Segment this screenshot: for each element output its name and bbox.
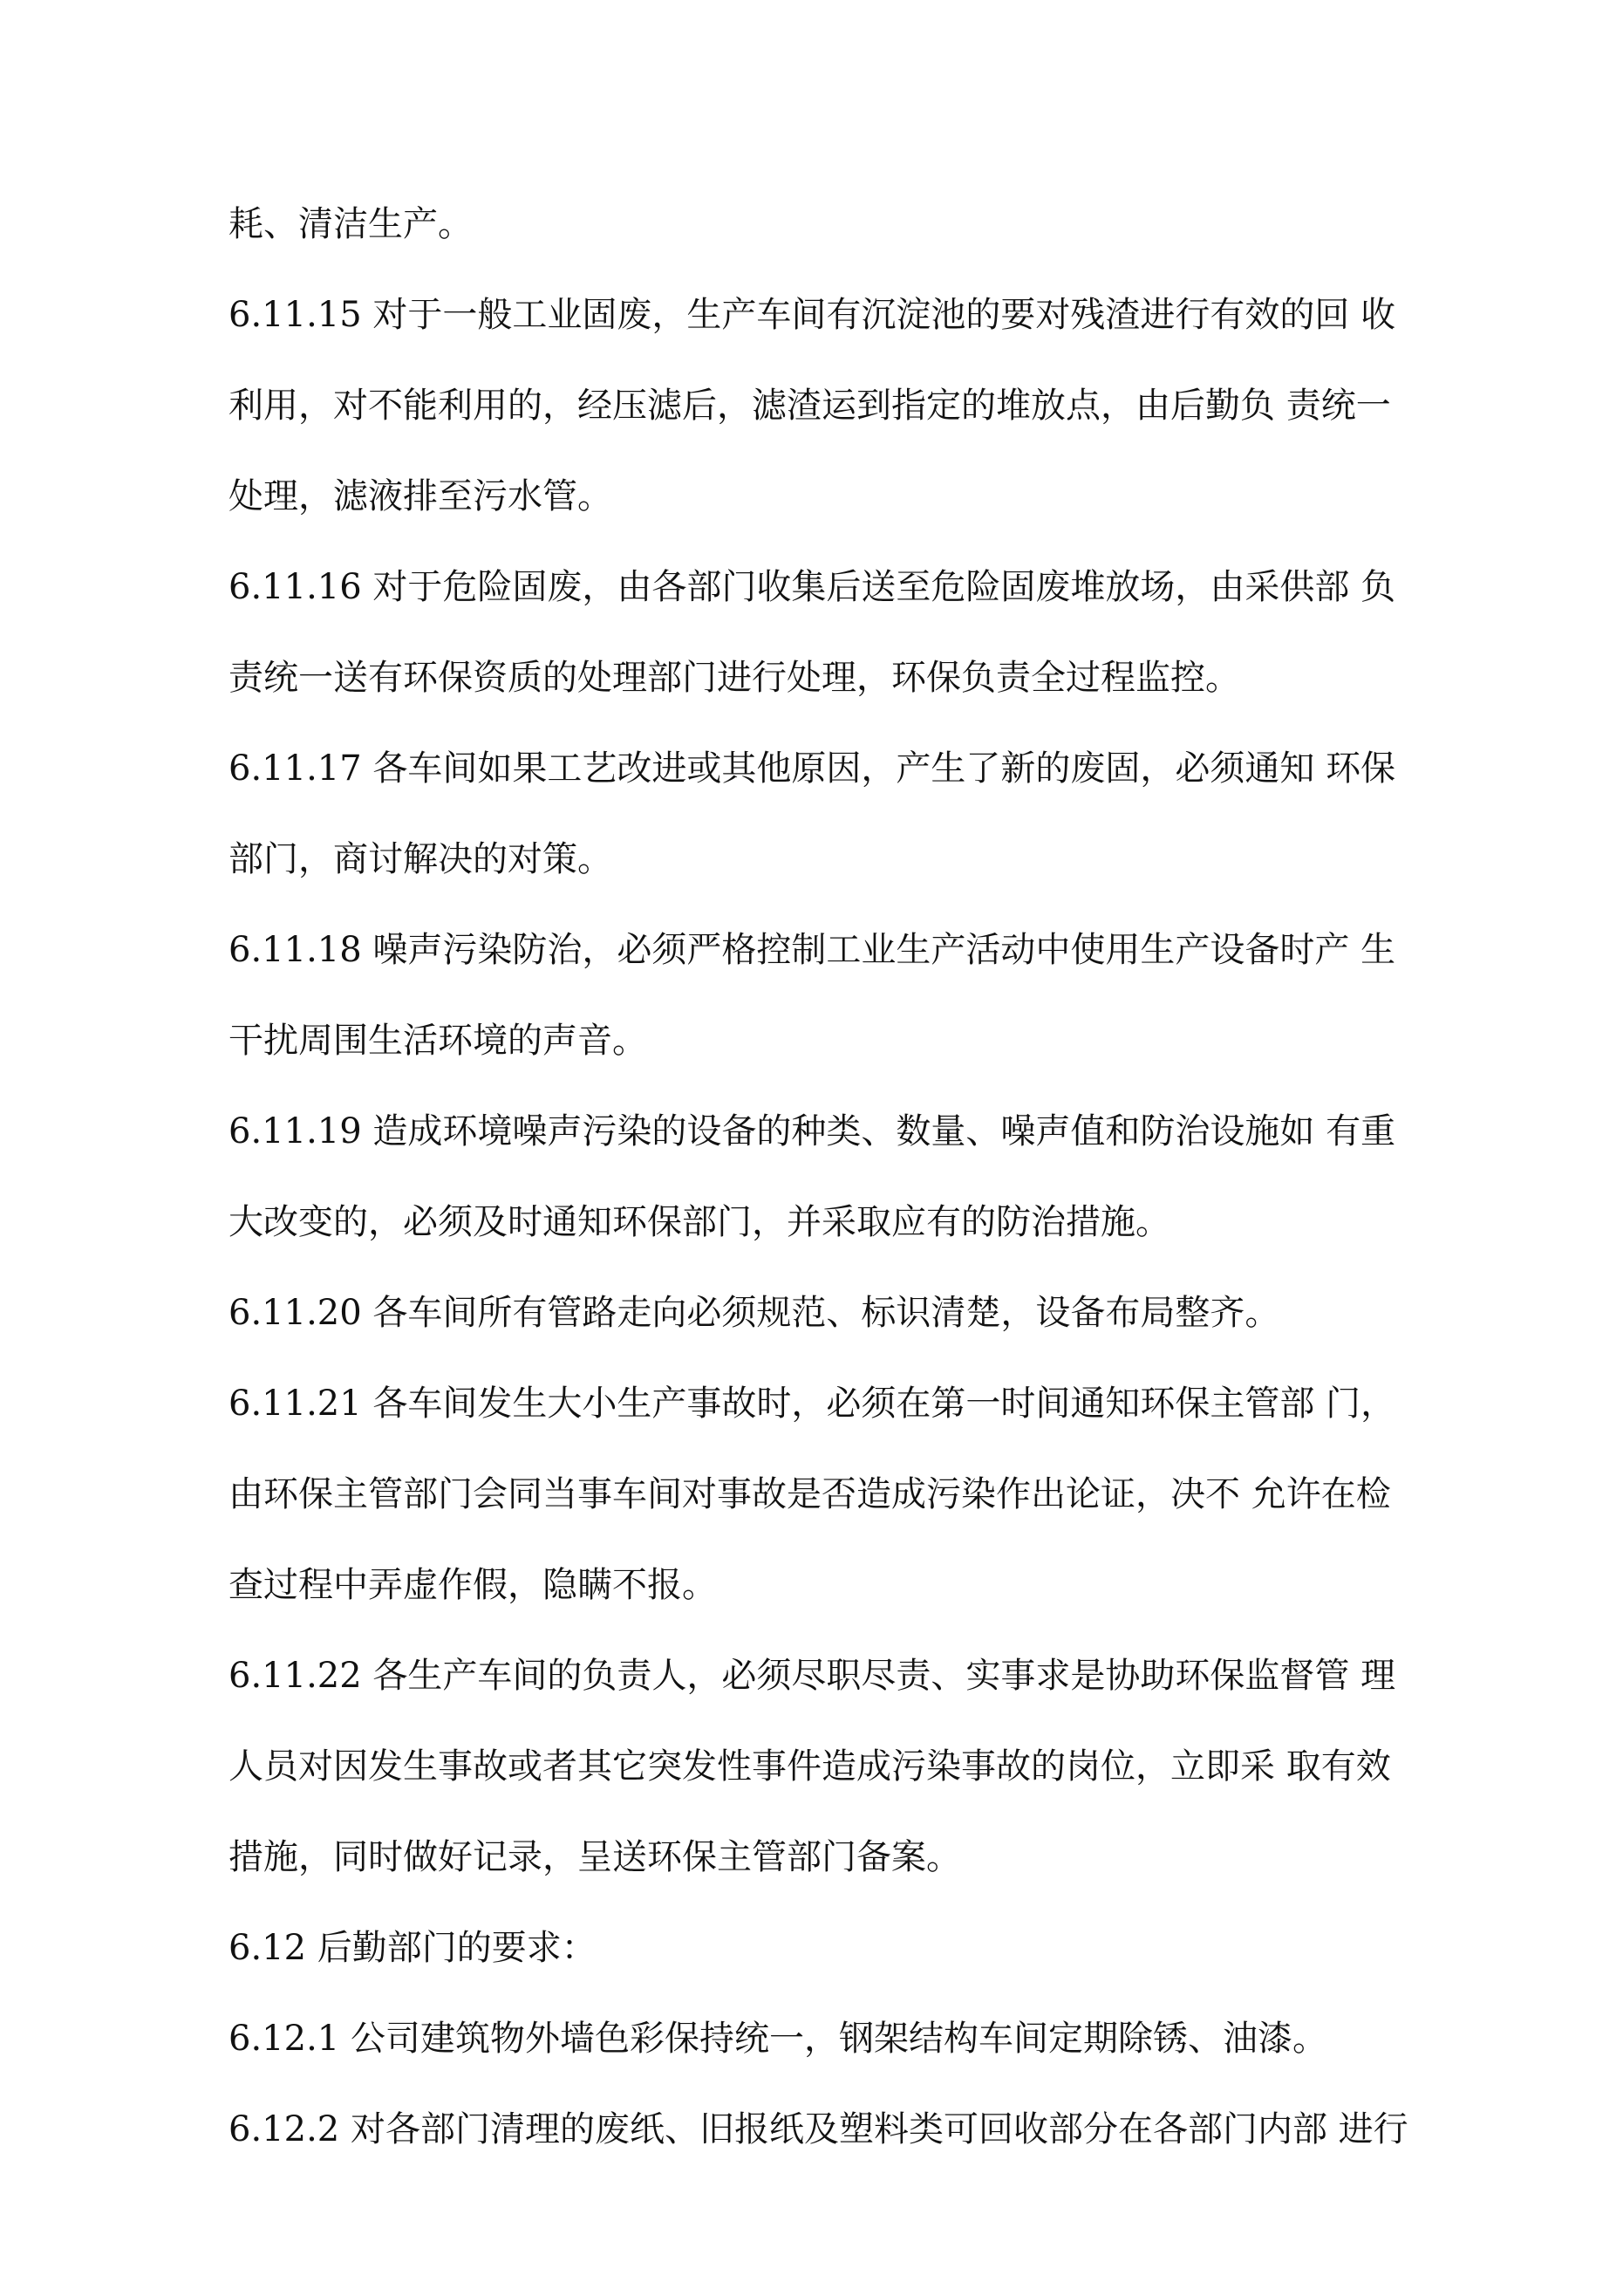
text-line: 6.11.16 对于危险固废，由各部门收集后送至危险固废堆放场，由采供部 负 — [228, 567, 1396, 607]
text-line: 查过程中弄虚作假，隐瞒不报。 — [228, 1565, 717, 1605]
text-line: 由环保主管部门会同当事车间对事故是否造成污染作出论证，决不 允许在检 — [228, 1474, 1391, 1514]
text-line: 部门，商讨解决的对策。 — [228, 839, 612, 879]
text-line: 6.12.2 对各部门清理的废纸、旧报纸及塑料类可回收部分在各部门内部 进行 — [228, 2109, 1408, 2149]
document-body — [228, 179, 1445, 2175]
text-line: 6.12 后勤部门的要求： — [228, 1928, 597, 1968]
text-line: 耗、清洁生产。 — [228, 204, 473, 244]
text-line: 大改变的，必须及时通知环保部门，并采取应有的防治措施。 — [228, 1202, 1170, 1242]
text-line: 措施，同时做好记录，呈送环保主管部门备案。 — [228, 1837, 961, 1877]
text-line: 6.12.1 公司建筑物外墙色彩保持统一，钢架结构车间定期除锈、油漆。 — [228, 2019, 1327, 2059]
text-line: 人员对因发生事故或者其它突发性事件造成污染事故的岗位，立即采 取有效 — [228, 1746, 1391, 1787]
text-line: 6.11.15 对于一般工业固废，生产车间有沉淀池的要对残渣进行有效的回 收 — [228, 295, 1396, 335]
text-line: 利用，对不能利用的，经压滤后，滤渣运到指定的堆放点，由后勤负 责统一 — [228, 386, 1391, 426]
text-line: 6.11.19 造成环境噪声污染的设备的种类、数量、噪声值和防治设施如 有重 — [228, 1111, 1396, 1151]
text-line: 6.11.21 各车间发生大小生产事故时，必须在第一时间通知环保主管部 门， — [228, 1384, 1396, 1424]
text-line: 6.11.20 各车间所有管路走向必须规范、标识清楚，设备布局整齐。 — [228, 1293, 1280, 1333]
text-line: 6.11.18 噪声污染防治，必须严格控制工业生产活动中使用生产设备时产 生 — [228, 930, 1396, 970]
text-line: 处理，滤液排至污水管。 — [228, 476, 612, 516]
text-line: 责统一送有环保资质的处理部门进行处理，环保负责全过程监控。 — [228, 658, 1240, 698]
text-line: 6.11.22 各生产车间的负责人，必须尽职尽责、实事求是协助环保监督管 理 — [228, 1656, 1396, 1696]
text-line: 6.11.17 各车间如果工艺改进或其他原因，产生了新的废固，必须通知 环保 — [228, 748, 1396, 789]
text-line: 干扰周围生活环境的声音。 — [228, 1021, 647, 1061]
